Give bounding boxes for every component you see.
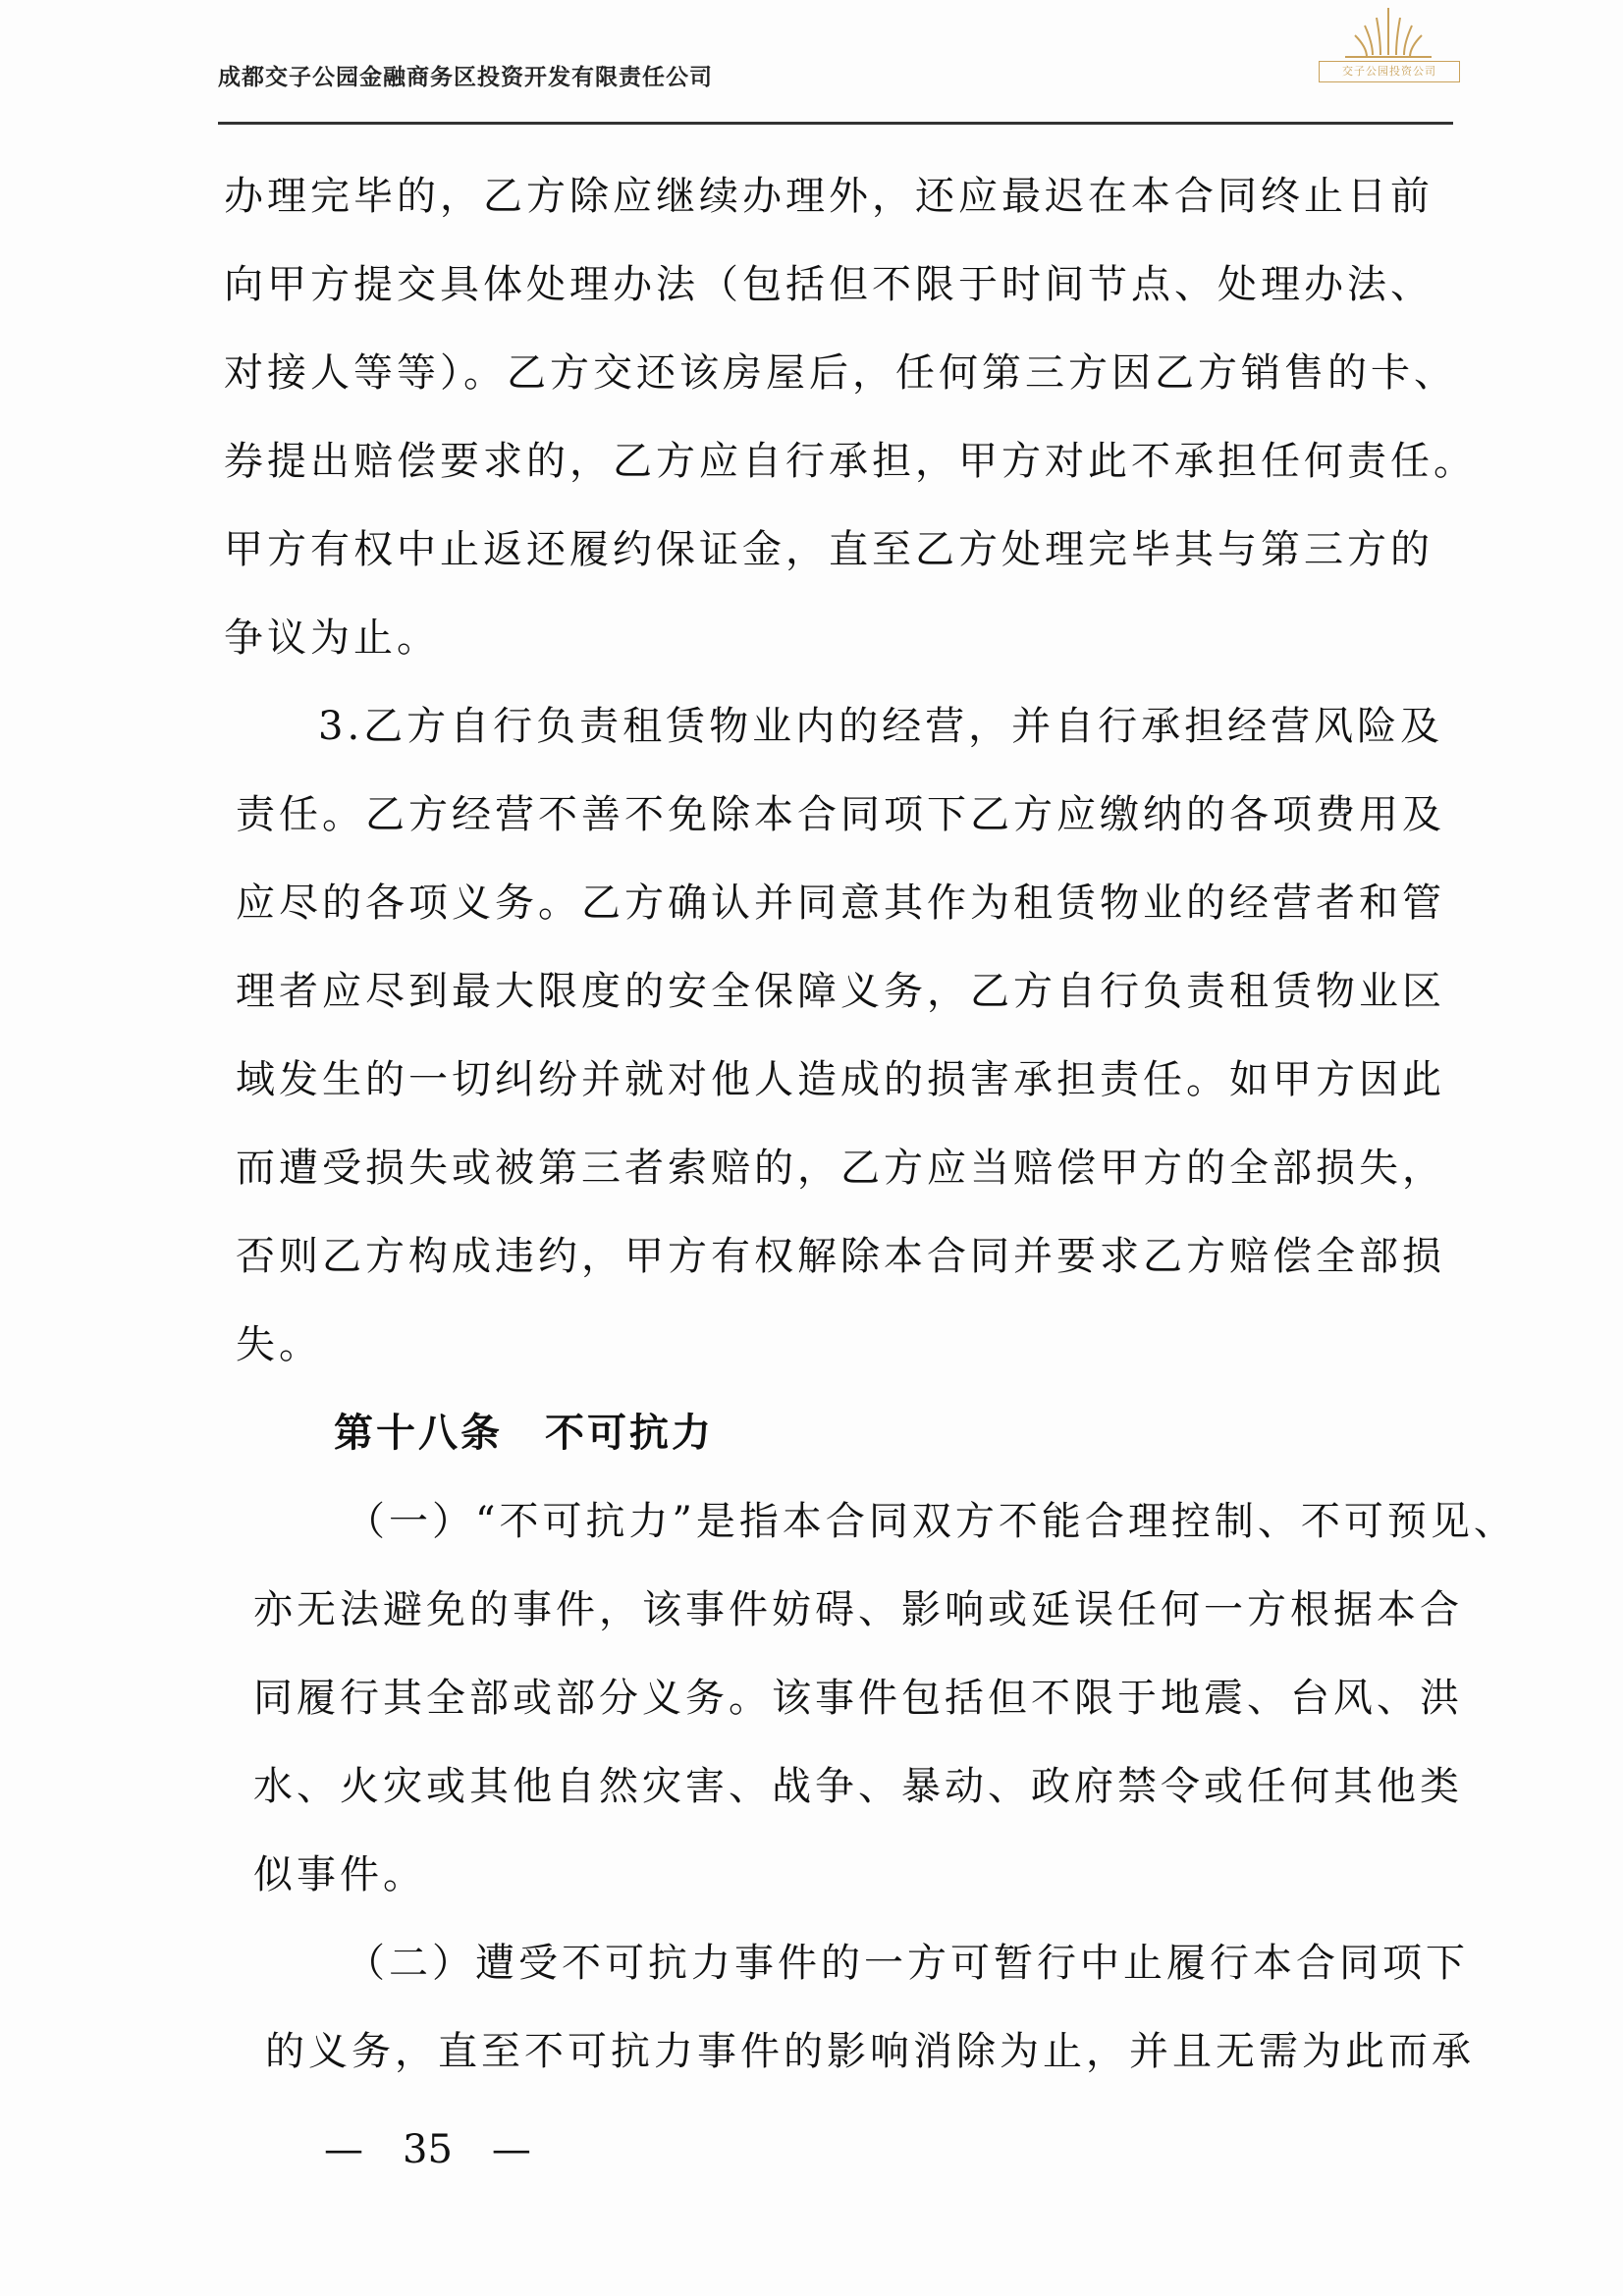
body-line: 券提出赔偿要求的，乙方应自行承担，甲方对此不承担任何责任。 xyxy=(224,439,1477,484)
page-number: — 35 — xyxy=(324,2127,531,2172)
logo-caption: 交子公园投资公司 xyxy=(1319,61,1460,82)
body-line: 域发生的一切纠纷并就对他人造成的损害承担责任。如甲方因此 xyxy=(236,1057,1445,1102)
body-line: 责任。乙方经营不善不免除本合同项下乙方应缴纳的各项费用及 xyxy=(236,792,1445,837)
article-heading: 第十八条 不可抗力 xyxy=(334,1411,714,1456)
body-line: 否则乙方构成违约，甲方有权解除本合同并要求乙方赔偿全部损 xyxy=(236,1234,1445,1279)
body-line: 3.乙方自行负责租赁物业内的经营，并自行承担经营风险及 xyxy=(318,704,1444,749)
body-line: 水、火灾或其他自然灾害、战争、暴动、政府禁令或任何其他类 xyxy=(253,1764,1463,1809)
body-line: 办理完毕的，乙方除应继续办理外，还应最迟在本合同终止日前 xyxy=(224,174,1434,219)
body-line: （一）“不可抗力”是指本合同双方不能合理控制、不可预见、 xyxy=(346,1499,1517,1544)
body-line: 理者应尽到最大限度的安全保障义务，乙方自行负责租赁物业区 xyxy=(236,969,1445,1014)
body-line: 向甲方提交具体处理办法（包括但不限于时间节点、处理办法、 xyxy=(224,262,1434,307)
body-line: 对接人等等）。乙方交还该房屋后，任何第三方因乙方销售的卡、 xyxy=(224,350,1457,396)
body-line: 亦无法避免的事件，该事件妨碍、影响或延误任何一方根据本合 xyxy=(253,1587,1463,1632)
body-line: 似事件。 xyxy=(253,1852,426,1897)
body-line: 同履行其全部或部分义务。该事件包括但不限于地震、台风、洪 xyxy=(253,1676,1463,1721)
header-divider xyxy=(218,122,1453,125)
body-line: 争议为止。 xyxy=(224,615,440,661)
body-line: 应尽的各项义务。乙方确认并同意其作为租赁物业的经营者和管 xyxy=(236,881,1445,926)
header-company-name: 成都交子公园金融商务区投资开发有限责任公司 xyxy=(218,65,713,90)
body-line: （二）遭受不可抗力事件的一方可暂行中止履行本合同项下 xyxy=(346,1941,1469,1986)
body-line: 失。 xyxy=(236,1322,322,1367)
body-line: 的义务，直至不可抗力事件的影响消除为止，并且无需为此而承 xyxy=(265,2029,1475,2074)
body-line: 而遭受损失或被第三者索赔的，乙方应当赔偿甲方的全部损失， xyxy=(236,1146,1445,1191)
body-line: 甲方有权中止返还履约保证金，直至乙方处理完毕其与第三方的 xyxy=(224,527,1434,572)
